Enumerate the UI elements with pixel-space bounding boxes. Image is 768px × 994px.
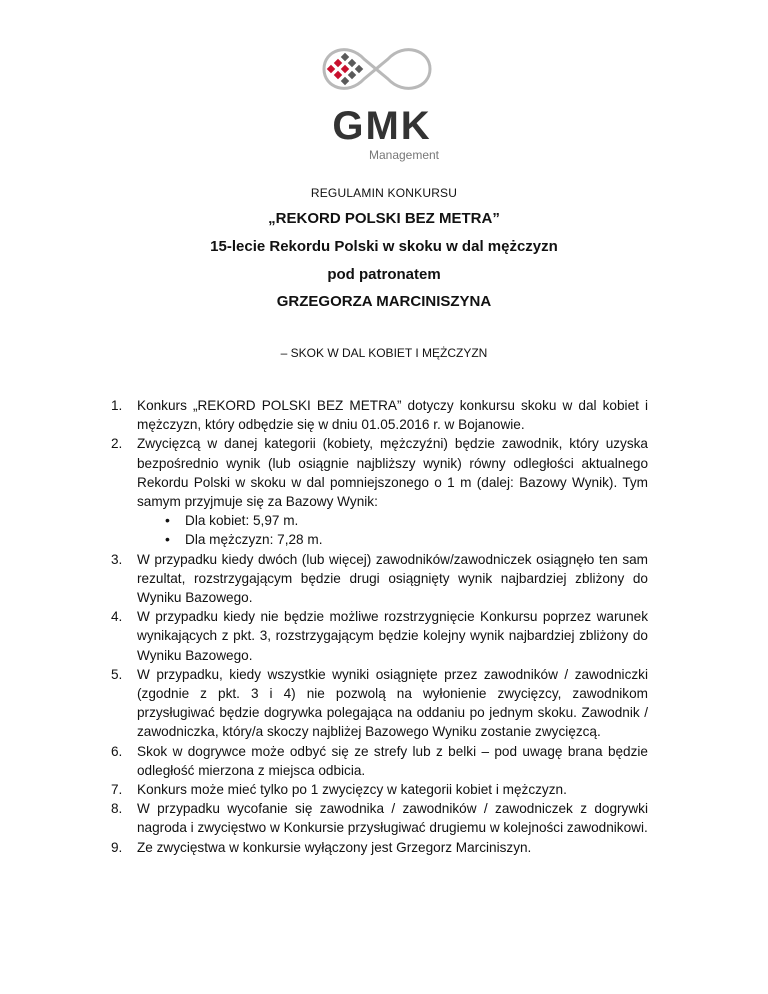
rule-item: 2. Zwycięzcą w danej kategorii (kobiety, mężczyźni) będzie zawodnik, który uzyska bezpośrednio wynik (lub osiągnie najbliższy wynik) równy odległości aktualnego Rekordu Polski w skoku w dal pomniejszonego o 1 m (dalej: Bazowy Wynik). Tym samym przyjmuje się za Bazowy Wynik: • Dla kobiet: 5,97 m. • Dla mężczyzn: 7,28 m. [111,434,648,549]
rule-item: 7. Konkurs może mieć tylko po 1 zwycięzcy w kategorii kobiet i mężczyzn. [111,782,567,798]
logo-tagline-text: Management [368,148,440,162]
rule-item: 3. W przypadku kiedy dwóch (lub więcej) zawodników/zawodniczek osiągnęło ten sam rezultat, rozstrzygającym będzie drugi osiągnięty wynik najbardziej zbliżony do Wyniku Bazowego. [111,551,648,606]
rule-text: Zwycięzcą w danej kategorii (kobiety, mężczyźni) będzie zawodnik, który uzyska bezpośrednio wynik (lub osiągnie najbliższy wynik) równy odległości aktualnego Rekordu Polski w skoku w dal pomniejszonego o 1 m (dalej: Bazowy Wynik). Tym samym przyjmuje się za Bazowy Wynik: [137,436,648,510]
rule-item: 1. Konkurs „REKORD POLSKI BEZ METRA” dotyczy konkursu skoku w dal kobiet i mężczyzn, który odbędzie się w dniu 01.05.2016 r. w Bojanowie. [111,398,648,433]
rule-text: Konkurs „REKORD POLSKI BEZ METRA” dotyczy konkursu skoku w dal kobiet i mężczyzn, który odbędzie się w dniu 01.05.2016 r. w Bojanowie. [137,398,648,433]
rules-list [111,396,648,857]
rule-text: W przypadku, kiedy wszystkie wyniki osiągnięte przez zawodników / zawodniczki (zgodnie z pkt. 3 i 4) nie pozwolą na wyłonienie zwycięzcy, zawodnikom przysługiwać będzie dogrywka polegająca na oddaniu po jednym skoku. Zawodnik / zawodniczka, który/a skoczy najbliżej Bazowego Wyniku zostanie zwycięzcą. [137,666,648,740]
rule-item: 9. Ze zwycięstwa w konkursie wyłączony jest Grzegorz Marciniszyn. [111,839,532,855]
bullet-item: • Dla kobiet: 5,97 m. [159,511,648,530]
rule-text: Ze zwycięstwa w konkursie wyłączony jest Grzegorz Marciniszyn. [137,839,532,855]
base-result-list [137,511,648,549]
bullet-item: • Dla mężczyzn: 7,28 m. [159,530,648,549]
rule-text: Konkurs może mieć tylko po 1 zwycięzcy w kategorii kobiet i mężczyzn. [137,782,567,798]
logo-brand-text: GMK [332,104,432,148]
rule-text: W przypadku wycofanie się zawodnika / zawodników / zawodniczek z dogrywki nagroda i zwycięstwo w Konkursie przysługiwać drugiemu w kolejności zawodnikowi. [137,801,648,836]
rule-text: W przypadku kiedy dwóch (lub więcej) zawodników/zawodniczek osiągnęło ten sam rezultat, rozstrzygającym będzie drugi osiągnięty wynik najbardziej zbliżony do Wyniku Bazowego. [137,551,648,606]
document-label: REGULAMIN KONKURSU [310,186,458,200]
document-title: „REKORD POLSKI BEZ METRA” [268,210,500,227]
gmk-logo [318,44,448,164]
rule-item: 8. W przypadku wycofanie się zawodnika / zawodników / zawodniczek z dogrywki nagroda i zwycięstwo w Konkursie przysługiwać drugiemu w kolejności zawodnikowi. [111,801,648,836]
rule-item: 5. W przypadku, kiedy wszystkie wyniki osiągnięte przez zawodników / zawodniczki (zgodnie z pkt. 3 i 4) nie pozwolą na wyłonienie zwycięzcy, zawodnikom przysługiwać będzie dogrywka polegająca na oddaniu po jednym skoku. Zawodnik / zawodniczka, który/a skoczy najbliżej Bazowego Wyniku zostanie zwycięzcą. [111,666,648,740]
document-heading-line-2: 15-lecie Rekordu Polski w skoku w dal mężczyzn [210,238,558,255]
rule-text: W przypadku kiedy nie będzie możliwe rozstrzygnięcie Konkursu poprzez warunek wynikających z pkt. 3, rozstrzygającym będzie kolejny wynik najbardziej zbliżony do Wyniku Bazowego. [137,609,648,663]
document-heading-line-4: GRZEGORZA MARCINISZYNA [276,293,492,310]
rule-text: Skok w dogrywce może odbyć się ze strefy lub z belki – pod uwagę brana będzie odległość mierzona z miejsca odbicia. [137,743,648,778]
document-heading-line-3: pod patronatem [327,266,441,283]
infinity-logo-icon [318,44,448,164]
document-subtitle: – SKOK W DAL KOBIET I MĘŻCZYZN [280,346,488,360]
rule-item: 4. W przypadku kiedy nie będzie możliwe rozstrzygnięcie Konkursu poprzez warunek wynikających z pkt. 3, rozstrzygającym będzie kolejny wynik najbardziej zbliżony do Wyniku Bazowego. [111,609,648,663]
rule-item: 6. Skok w dogrywce może odbyć się ze strefy lub z belki – pod uwagę brana będzie odległość mierzona z miejsca odbicia. [111,743,648,778]
